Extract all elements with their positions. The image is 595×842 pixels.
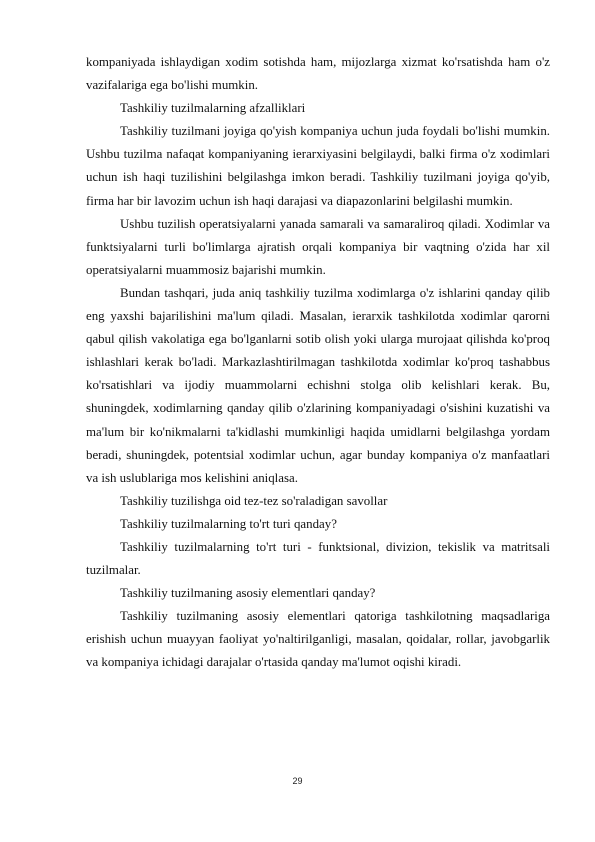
answer-main-elements: Tashkiliy tuzilmaning asosiy elementlari qatoriga tashkilotning maqsadlariga erishish uchun muayyan faoliyat yo'naltirilganligi, masalan, qoidalar, rollar, javobgarlik va kompaniya ichidagi darajalar o'rtasida qanday ma'lumot oqishi kiradi. [86, 609, 550, 670]
paragraph-continuation: kompaniyada ishlaydigan xodim sotishda ham, mijozlarga xizmat ko'rsatishda ham o'z vazifalariga ega bo'lishi mumkin. [86, 55, 550, 93]
question-four-types: Tashkiliy tuzilmalarning to'rt turi qanday? [120, 516, 337, 531]
answer-four-types: Tashkiliy tuzilmalarning to'rt turi - funktsional, divizion, tekislik va matritsali tuzilmalar. [86, 539, 550, 578]
paragraph-clear-structure: Bundan tashqari, juda aniq tashkiliy tuzilma xodimlarga o'z ishlarini qanday qilib eng yaxshi bajarilishini ma'lum qiladi. Masalan, ierarxik tashkilotda xodimlar qarorni qabul qilish vakolatiga ega bo'lganlarni sotib olish yoki ularga murojaat qilishda ko'proq ishlashlari kerak bo'ladi. Markazlashtirilmagan tashkilotda xodimlar ko'proq tashabbus ko'rsatishlari va ijodiy muammolarni echishni stolga olib kelishlari kerak. Bu, shuningdek, xodimlarning qanday qilib o'zlarining kompaniyadagi o'sishini kuzatishi va ma'lum bir ko'nikmalarni ta'kidlashi mumkinligi haqida umidlarni belgilashga yordam beradi, shuningdek, potentsial xodimlar uchun, agar bunday kompaniya o'z manfaatlari va ish uslublariga mos kelishini aniqlasa. [86, 285, 550, 485]
subheading-advantages: Tashkiliy tuzilmalarning afzalliklari [120, 101, 306, 116]
paragraph-efficiency: Ushbu tuzilish operatsiyalarni yanada samarali va samaraliroq qiladi. Xodimlar va funktsiyalarni turli bo'limlarga ajratish orqali kompaniya bir vaqtning o'zida har xil operatsiyalarni muammosiz bajarishi mumkin. [86, 216, 550, 277]
page-number: 29 [292, 776, 303, 786]
subheading-faq: Tashkiliy tuzilishga oid tez-tez so'raladigan savollar [120, 493, 388, 508]
paragraph-structure-benefits: Tashkiliy tuzilmani joyiga qo'yish kompaniya uchun juda foydali bo'lishi mumkin. Ushbu tuzilma nafaqat kompaniyaning ierarxiyasini belgilaydi, balki firma o'z xodimlari uchun ish haqi tuzilishini belgilashga imkon beradi. Tashkiliy tuzilmani joyiga qo'yib, firma har bir lavozim uchun ish haqi darajasi va diapazonlarini belgilashi mumkin. [86, 124, 550, 208]
document-page [86, 51, 550, 675]
question-main-elements: Tashkiliy tuzilmaning asosiy elementlari qanday? [120, 586, 376, 601]
